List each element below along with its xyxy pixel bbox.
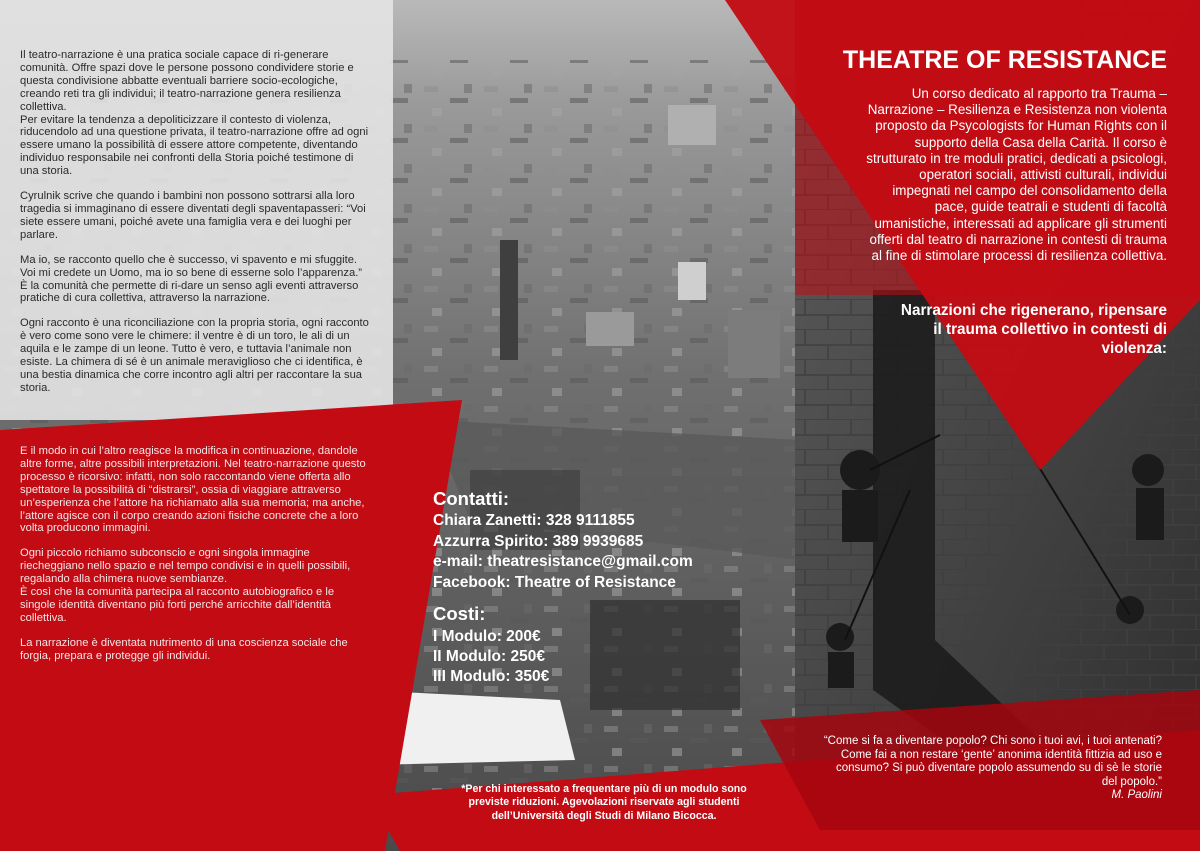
- intro-text-column: [20, 49, 372, 407]
- paragraph: Ma io, se racconto quello che è successo, vi spavento e mi sfuggite. Voi mi credete un Uomo, ma io so bene di esserne solo l’apparenza.” È la comunità che permette di ri-dare un senso agli eventi attraverso pratiche di cura collettiva, attraverso la narrazione.: [20, 253, 363, 305]
- paragraph: Il teatro-narrazione è una pratica sociale capace di ri-generare comunità. Offre spazi dove le persone possono condividere storie e questa condivisione abbatte eventuali barriere socio-ecologiche, creando reti tra gli individui; il teatro-narrazione genera resilienza collettiva. Per evitare la tendenza a depoliticizzare il contesto di violenza, riducendolo ad una questione privata, il teatro-narrazione offre ad ogni essere umano la possibilità di essere attore competente, diventando individuo responsabile nei confronti della Storia poiché testimone di una storia.: [20, 49, 369, 178]
- cost-module-1: I Modulo: 200€: [433, 628, 541, 645]
- brochure-title: THEATRE OF RESISTANCE: [842, 46, 1167, 74]
- costs-heading: Costi:: [433, 603, 486, 624]
- contacts-list: [433, 511, 693, 593]
- chimera-text-column: [20, 445, 368, 675]
- contacts-heading: Contatti:: [433, 488, 510, 509]
- contact-facebook[interactable]: Facebook: Theatre of Resistance: [433, 573, 676, 591]
- quote-author: M. Paolini: [1111, 789, 1162, 801]
- paragraph: La narrazione è diventata nutrimento di una coscienza sociale che forgia, prepara e protegge gli individui.: [20, 636, 348, 662]
- contact-phone-azzurra: Azzurra Spirito: 389 9939685: [433, 532, 644, 550]
- paragraph: Ogni racconto è una riconciliazione con la propria storia, ogni racconto è vero come sono vere le chimere: il ventre è di un toro, le ali di un aquila e le zampe di un leone. Tutto è vero, e tuttavia l’animale non esiste. La chimera di sé è un animale meraviglioso che ci identifica, è una bestia dinamica che corre incontro agli altri per raccontare la sua storia.: [20, 317, 369, 394]
- costs-list: [433, 627, 549, 687]
- paragraph: Ogni piccolo richiamo subconscio e ogni singola immagine riecheggiano nello spazio e nel tempo condivisi e in quelli possibili, regalando alla chimera nuove sembianze. È così che la comunità partecipa al racconto autobiografico e le singole identità diventano più forti perché arricchite dall’identità collettiva.: [20, 547, 351, 624]
- quote-block: [820, 735, 1162, 803]
- quote-text: “Come si fa a diventare popolo? Chi sono i tuoi avi, i tuoi antenati? Come fai a non restare ‘gente’ anonima identità fittizia ad uso e consumo? Si può diventare popolo assumendo su di sè le storie del popolo.”: [823, 735, 1162, 788]
- paragraph: Cyrulnik scrive che quando i bambini non possono sottrarsi alla loro tragedia si immaginano di essere diventati degli spaventapasseri: “Voi siete essere umani, poiché avete una famiglia vera e dei luoghi per parlare.: [20, 190, 366, 241]
- contact-email[interactable]: e-mail: theatresistance@gmail.com: [433, 553, 693, 570]
- tagline: Narrazioni che rigenerano, ripensare il trauma collettivo in contesti di violenza:: [900, 302, 1167, 358]
- cost-module-2: II Modulo: 250€: [433, 648, 545, 665]
- discount-footnote: *Per chi interessato a frequentare più di un modulo sono previste riduzioni. Agevolazioni riservate agli studenti dell’Università degli Studi di Milano Bicocca.: [461, 783, 747, 822]
- course-description: Un corso dedicato al rapporto tra Trauma – Narrazione – Resilienza e Resistenza non violenta proposto da Psycologists for Human Rights con il supporto della Casa della Carità. Il corso è strutturato in tre moduli pratici, dedicati a psicologi, operatori sociali, attivisti culturali, individui impegnati nel campo del consolidamento della pace, guide teatrali e studenti di facoltà umanistiche, interessati ad applicare gli strumenti offerti dal teatro di narrazione in contesti di trauma al fine di stimolare processi di resilienza collettiva.: [866, 86, 1167, 264]
- cost-module-3: III Modulo: 350€: [433, 668, 550, 685]
- contact-phone-chiara: Chiara Zanetti: 328 9111855: [433, 512, 635, 529]
- paragraph: E il modo in cui l’altro reagisce la modifica in continuazione, dandole altre forme, altre possibili interpretazioni. Nel teatro-narrazione questo processo è ricorsivo: infatti, non solo raccontando viene offerta allo spettatore la possibilità di “distrarsi”, ossia di viaggiare attraverso un’esperienza che l’attore ha richiamato alla sua memoria; ma anche, l’attore agisce con il corpo creando azioni fisiche concrete che a loro volta producono immagini.: [20, 445, 366, 535]
